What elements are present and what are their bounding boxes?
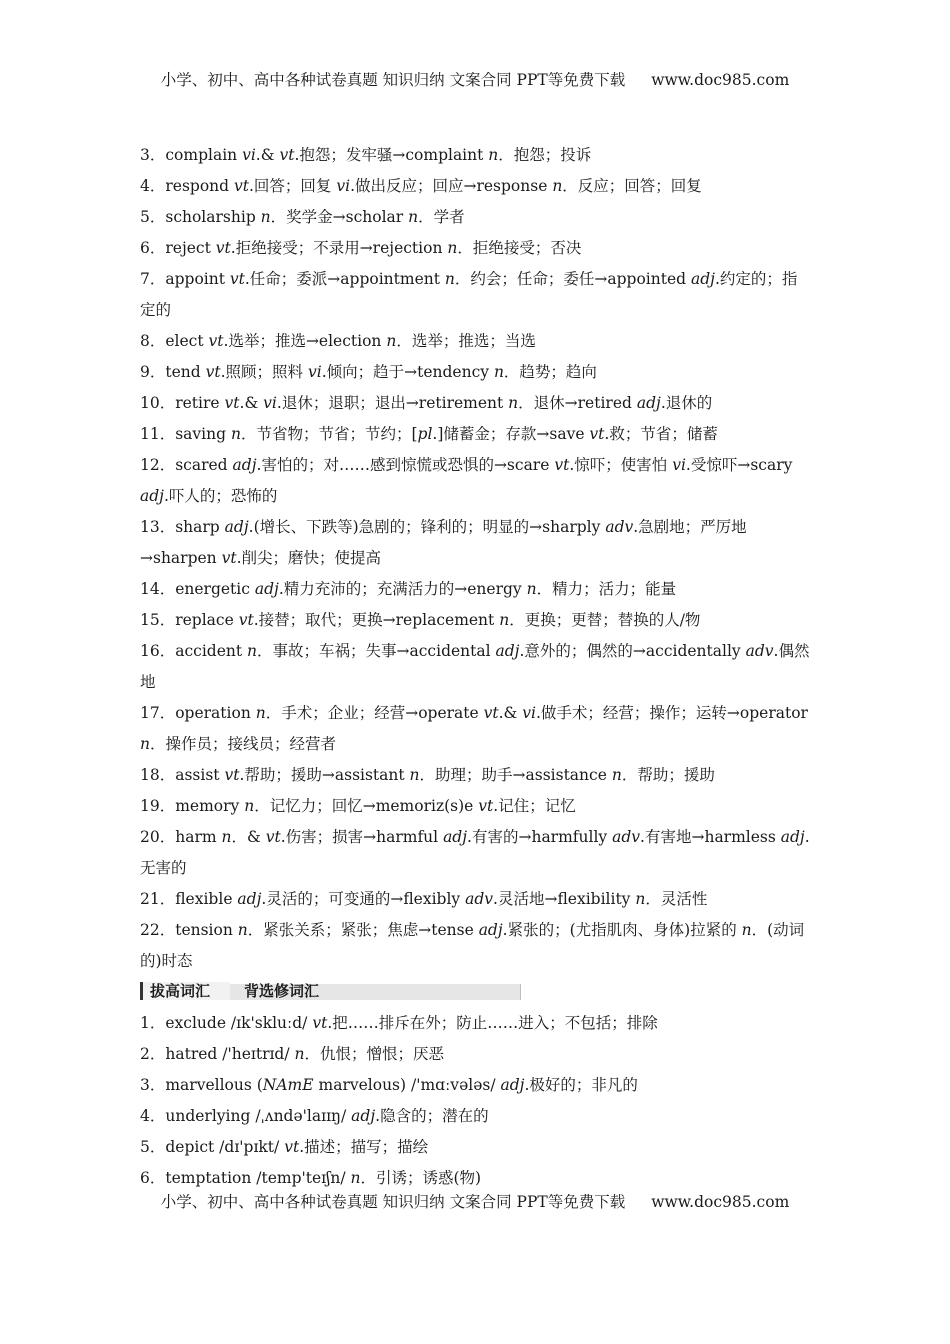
section-subtitle: 背选修词汇 xyxy=(244,982,320,1000)
list-item: 4．respond vt.回答；回复 vi.做出反应；回应→response n．反应；回答；回复 xyxy=(140,177,702,195)
list-item: 2．hatred /'heɪtrɪd/ n．仇恨；憎恨；厌恶 xyxy=(140,1045,445,1063)
list-item: 19．memory n．记忆力；回忆→memoriz(s)e vt.记住；记忆 xyxy=(140,797,576,815)
list-item: 9．tend vt.照顾；照料 vi.倾向；趋于→tendency n．趋势；趋向 xyxy=(140,363,597,381)
list-item: 6．reject vt.拒绝接受；不录用→rejection n．拒绝接受；否决 xyxy=(140,239,582,257)
list-item: 21．flexible adj.灵活的；可变通的→flexibly adv.灵活地→flexibility n．灵活性 xyxy=(140,890,708,908)
list-item: 1．exclude /ɪk'skluːd/ vt.把……排斥在外；防止……进入；不包括；排除 xyxy=(140,1014,658,1032)
page-footer xyxy=(0,1190,950,1212)
list-item: 8．elect vt.选举；推选→election n．选举；推选；当选 xyxy=(140,332,536,350)
section-tag: 拔高词汇 xyxy=(140,982,230,1000)
list-item: 12．scared adj.害怕的；对……感到惊慌或恐惧的→scare vt.惊吓；使害怕 vi.受惊吓→scary adj.吓人的；恐怖的 xyxy=(140,456,793,505)
list-item: 20．harm n．& vt.伤害；损害→harmful adj.有害的→harmfully adv.有害地→harmless adj.无害的 xyxy=(140,828,810,877)
list-item: 13．sharp adj.(增长、下跌等)急剧的；锋利的；明显的→sharply adv.急剧地；严厉地→sharpen vt.削尖；磨快；使提高 xyxy=(140,518,747,567)
page-header xyxy=(0,68,950,90)
list-item: 22．tension n．紧张关系；紧张；焦虑→tense adj.紧张的；(尤指肌肉、身体)拉紧的 n．(动词的)时态 xyxy=(140,921,805,970)
list-item: 17．operation n．手术；企业；经营→operate vt.& vi.做手术；经营；操作；运转→operator n．操作员；接线员；经营者 xyxy=(140,704,808,753)
list-item: 10．retire vt.& vi.退休；退职；退出→retirement n．退休→retired adj.退休的 xyxy=(140,394,713,412)
list-item: 18．assist vt.帮助；援助→assistant n．助理；助手→assistance n．帮助；援助 xyxy=(140,766,715,784)
header-site-link[interactable]: www.doc985.com xyxy=(651,71,790,89)
list-item: 5．scholarship n．奖学金→scholar n．学者 xyxy=(140,208,465,226)
header-text: 小学、初中、高中各种试卷真题 知识归纳 文案合同 PPT等免费下载 xyxy=(160,71,626,89)
section-heading xyxy=(140,982,520,1002)
vocabulary-list xyxy=(140,140,810,1194)
list-item: 3．marvellous (NAmE marvelous) /'mɑːvələs/ adj.极好的；非凡的 xyxy=(140,1076,638,1094)
list-item: 14．energetic adj.精力充沛的；充满活力的→energy n．精力；活力；能量 xyxy=(140,580,677,598)
list-item: 4．underlying /ˌʌndə'laɪɪŋ/ adj.隐含的；潜在的 xyxy=(140,1107,489,1125)
list-item: 7．appoint vt.任命；委派→appointment n．约会；任命；委任→appointed adj.约定的；指定的 xyxy=(140,270,798,319)
list-item: 5．depict /dɪ'pɪkt/ vt.描述；描写；描绘 xyxy=(140,1138,429,1156)
list-item: 6．temptation /temp'teɪʃn/ n．引诱；诱惑(物) xyxy=(140,1169,482,1187)
footer-text: 小学、初中、高中各种试卷真题 知识归纳 文案合同 PPT等免费下载 xyxy=(160,1193,626,1211)
list-item: 15．replace vt.接替；取代；更换→replacement n．更换；更替；替换的人/物 xyxy=(140,611,701,629)
list-item: 11．saving n．节省物；节省；节约；[pl.]储蓄金；存款→save vt.救；节省；储蓄 xyxy=(140,425,718,443)
list-item: 16．accident n．事故；车祸；失事→accidental adj.意外的；偶然的→accidentally adv.偶然地 xyxy=(140,642,810,691)
footer-site-link[interactable]: www.doc985.com xyxy=(651,1193,790,1211)
list-item: 3．complain vi.& vt.抱怨；发牢骚→complaint n．抱怨；投诉 xyxy=(140,146,592,164)
